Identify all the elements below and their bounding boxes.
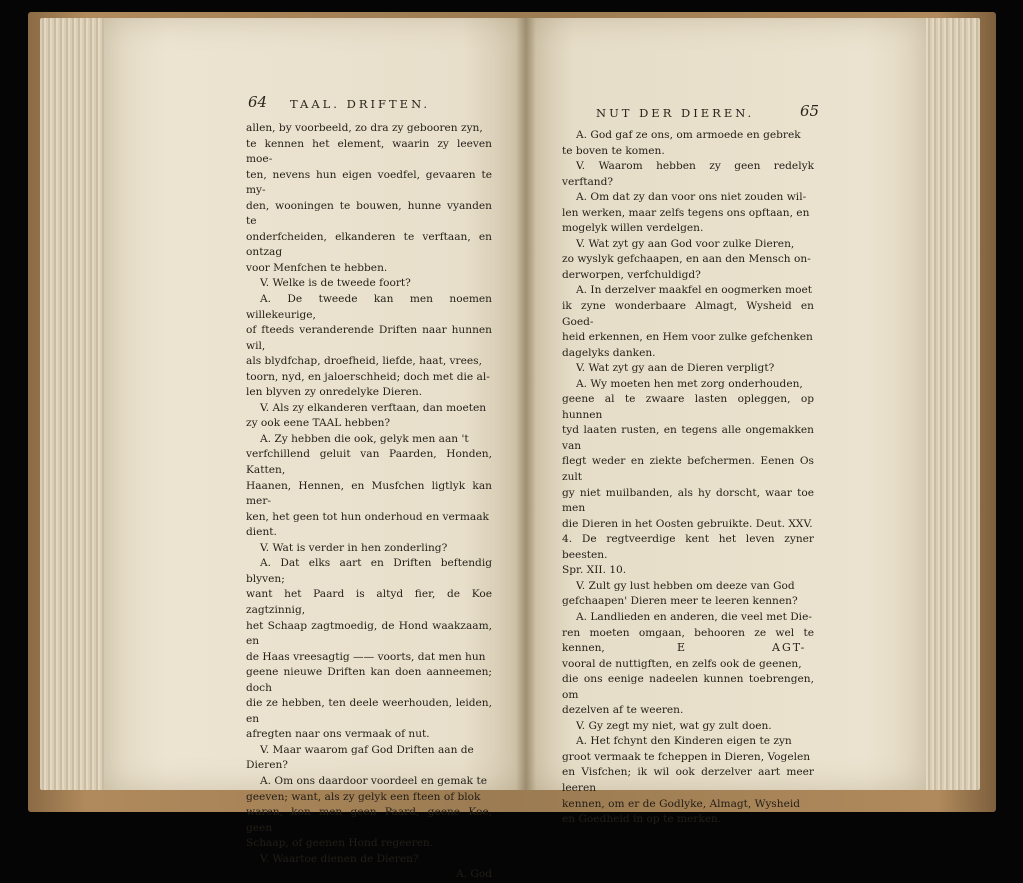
text-line: toorn, nyd, en jaloerschheid; doch met die al-: [246, 370, 490, 383]
text-line: A. Om ons daardoor voordeel en gemak te: [260, 774, 488, 787]
text-line: en Goedheid in op te merken.: [562, 813, 722, 826]
text-line: ren moeten omgaan, behooren ze wel te kennen,: [562, 626, 814, 655]
left-page-text: [246, 121, 492, 883]
text-line: verfchillend geluit van Paarden, Honden, Katten,: [246, 448, 492, 477]
text-line: dagelyks danken.: [562, 346, 656, 359]
text-line: flegt weder en ziekte befchermen. Eenen Os zult: [562, 455, 814, 484]
text-line: den, wooningen te bouwen, hunne vyanden te: [246, 199, 492, 228]
text-line: kennen, om er de Godlyke, Almagt, Wysheid: [562, 797, 801, 810]
text-line: allen, by voorbeeld, zo dra zy gebooren zyn,: [246, 122, 483, 134]
text-line: V. Waartoe dienen de Dieren?: [260, 852, 419, 865]
text-line: V. Wat is verder in hen zonderling?: [260, 541, 448, 554]
text-line: zy ook eene TAAL hebben?: [246, 417, 391, 430]
text-line: ik zyne wonderbaare Almagt, Wysheid en Goed-: [562, 300, 814, 328]
text-line: groot vermaak te fcheppen in Dieren, Vogelen: [562, 750, 811, 763]
text-line: of fteeds veranderende Driften naar hunnen wil,: [246, 324, 492, 352]
text-line: de Haas vreesagtig —— voorts, dat men hun: [246, 650, 486, 663]
text-line: dient.: [246, 526, 277, 539]
text-line: A. In derzelver maakfel en oogmerken moet: [576, 284, 813, 297]
text-line: V. Wat zyt gy aan de Dieren verpligt?: [576, 362, 775, 375]
text-line: heid erkennen, en Hem voor zulke gefchenken: [562, 331, 813, 344]
text-line: als blydfchap, droefheid, liefde, haat, vrees,: [246, 355, 482, 368]
right-page-edges: [920, 18, 980, 790]
text-line: geene al te zwaare lasten opleggen, op hunnen: [562, 393, 814, 421]
text-line: A. Zy hebben die ook, gelyk men aan 't: [260, 432, 469, 445]
book-gutter: [516, 18, 536, 790]
text-line: V. Als zy elkanderen verftaan, dan moeten: [260, 401, 487, 414]
right-running-head: NUT DER DIEREN.: [596, 106, 755, 120]
text-line: A. God: [455, 868, 492, 881]
text-line: die ons eenige nadeelen kunnen toebrengen, om: [562, 673, 814, 701]
catchword: AGT-: [772, 641, 807, 654]
text-line: A. God gaf ze ons, om armoede en gebrek: [576, 129, 801, 141]
text-line: onderfcheiden, elkanderen te verftaan, en ontzag: [246, 230, 492, 259]
text-line: en Visfchen; ik wil ook derzelver aart meer leeren: [562, 766, 814, 794]
text-line: gefchaapen' Dieren meer te leeren kennen?: [562, 595, 798, 608]
text-line: tyd laaten rusten, en tegens alle ongemakken van: [562, 424, 814, 452]
text-line: Spr. XII. 10.: [562, 564, 627, 577]
text-line: ken, het geen tot hun onderhoud en vermaak: [246, 510, 489, 523]
text-line: mogelyk willen verdelgen.: [562, 222, 704, 235]
text-line: 4. De regtveerdige kent het leven zyner beesten.: [562, 533, 814, 561]
text-line: te kennen het element, waarin zy leeven moe-: [246, 137, 492, 166]
text-line: waren, kon men geen Paard, geene Koe, geen: [246, 806, 492, 834]
text-line: te boven te komen.: [562, 144, 665, 157]
text-line: want het Paard is altyd fier, de Koe zagtzinnig,: [246, 588, 492, 616]
text-line: derworpen, verfchuldigd?: [562, 268, 701, 281]
text-line: V. Waarom hebben zy geen redelyk verftand?: [562, 160, 814, 188]
right-page-text: [562, 128, 814, 828]
text-line: vooral de nuttigften, en zelfs ook de geenen,: [562, 657, 802, 670]
text-line: V. Welke is de tweede foort?: [260, 277, 411, 290]
text-line: V. Zult gy lust hebben om deeze van God: [576, 579, 795, 592]
text-line: zo wyslyk gefchaapen, en aan den Mensch on-: [562, 253, 811, 266]
text-line: V. Maar waarom gaf God Driften aan de: [260, 743, 474, 756]
text-line: len blyven zy onredelyke Dieren.: [246, 386, 423, 399]
text-line: het Schaap zagtmoedig, de Hond waakzaam, en: [246, 619, 492, 648]
text-line: die ze hebben, ten deele weerhouden, leiden, en: [246, 697, 492, 725]
text-line: Dieren?: [246, 759, 288, 772]
text-line: geene nieuwe Driften kan doen aanneemen; doch: [246, 666, 492, 694]
text-line: V. Gy zegt my niet, wat gy zult doen.: [576, 719, 772, 732]
text-line: die Dieren in het Oosten gebruikte. Deut. XXV.: [562, 517, 813, 530]
text-line: V. Wat zyt gy aan God voor zulke Dieren,: [576, 237, 795, 250]
text-line: Schaap, of geenen Hond regeeren.: [246, 837, 434, 850]
text-line: afregten naar ons vermaak of nut.: [246, 728, 430, 741]
text-line: geeven; want, als zy gelyk een fteen of blok: [246, 790, 481, 803]
left-running-head: TAAL. DRIFTEN.: [290, 97, 431, 111]
text-line: A. Wy moeten hen met zorg onderhouden,: [576, 377, 803, 390]
text-line: Haanen, Hennen, en Musfchen ligtlyk kan mer-: [246, 479, 492, 508]
text-line: ten, nevens hun eigen voedfel, gevaaren te my-: [246, 168, 492, 197]
left-page-number: 64: [248, 93, 268, 111]
text-line: gy niet muilbanden, als hy dorscht, waar toe men: [562, 486, 814, 515]
text-line: A. Om dat zy dan voor ons niet zouden wil-: [576, 191, 807, 204]
text-line: A. Het fchynt den Kinderen eigen te zyn: [576, 735, 792, 748]
signature-mark: E: [677, 641, 688, 654]
text-line: A. Landlieden en anderen, die veel met Die-: [576, 610, 812, 623]
right-page-number: 65: [800, 102, 820, 120]
text-line: len werken, maar zelfs tegens ons opftaan, en: [562, 206, 810, 219]
text-line: voor Menfchen te hebben.: [246, 261, 388, 274]
text-line: A. Dat elks aart en Driften beftendig blyven;: [246, 557, 492, 585]
text-line: A. De tweede kan men noemen willekeurige,: [246, 293, 492, 321]
text-line: dezelven af te weeren.: [562, 704, 684, 717]
left-page-edges: [40, 18, 110, 790]
